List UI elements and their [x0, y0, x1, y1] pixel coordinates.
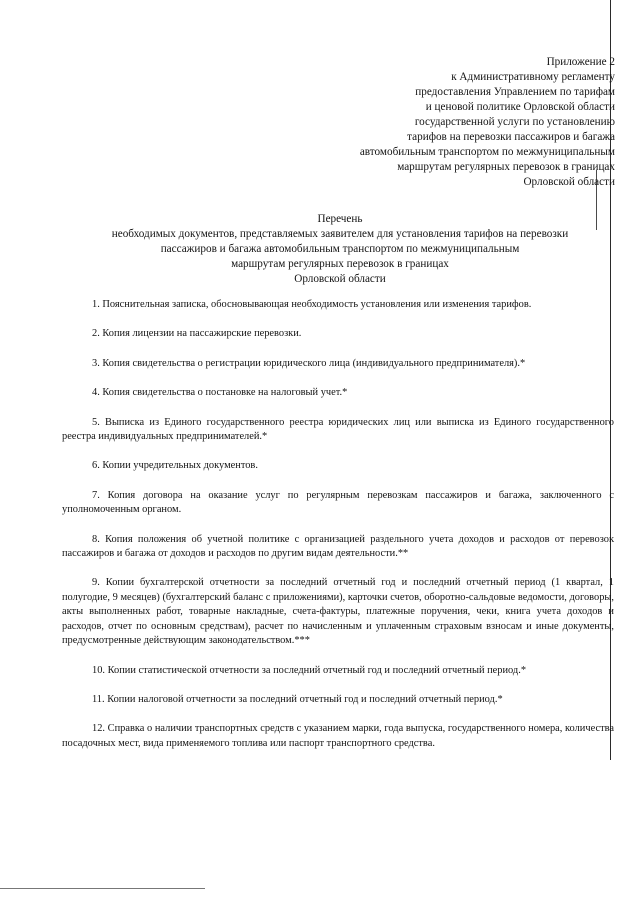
header-line: к Административному регламенту — [451, 71, 615, 83]
header-line: и ценовой политике Орловской области — [425, 101, 615, 113]
document-title — [60, 212, 620, 287]
title-line: Перечень — [317, 213, 363, 225]
list-item: 10. Копии статистической отчетности за последний отчетный год и последний отчетный период.* — [92, 664, 527, 676]
header-line: государственной услуги по установлению — [414, 116, 615, 128]
title-line: пассажиров и багажа автомобильным транспортом по межмуниципальным — [160, 243, 520, 255]
title-line: Орловской области — [294, 273, 386, 285]
list-item: 5. Выписка из Единого государственного реестра юридических лиц или выписка из Единого государственного реестра индивидуальных предпринимателей.* — [62, 416, 614, 443]
list-item: 2. Копия лицензии на пассажирские перевозки. — [92, 328, 302, 340]
footnote-divider — [0, 888, 205, 889]
list-item: 3. Копия свидетельства о регистрации юридического лица (индивидуального предпринимателя).* — [92, 357, 526, 369]
list-item: 4. Копия свидетельства о постановке на налоговый учет.* — [92, 387, 348, 399]
list-item: 7. Копия договора на оказание услуг по регулярным перевозкам пассажиров и багажа, заключенного с уполномоченным органом. — [62, 489, 614, 516]
header-line: предоставления Управлением по тарифам — [415, 86, 615, 98]
list-item: 1. Пояснительная записка, обосновывающая необходимость установления или изменения тарифов. — [92, 299, 532, 310]
list-item: 11. Копии налоговой отчетности за последний отчетный год и последний отчетный период.* — [92, 693, 503, 705]
list-item: 12. Справка о наличии транспортных средств с указанием марки, года выпуска, государственного номера, количества посадочных мест, вида применяемого топлива или паспорт транспортного средства. — [62, 723, 614, 749]
appendix-header — [285, 55, 615, 190]
list-item: 9. Копии бухгалтерской отчетности за последний отчетный год и последний отчетный период (1 квартал, 1 полугодие, 9 месяцев) (бухгалтерский баланс с приложениями), карточки счетов, оборотно-сальдовые ведомости, договоры, акты выполненных работ, товарные накладные, счета-фактуры, платежные поручения, чеки, книга учета доходов и расходов, отчет по основным средствам), расчет по начисленным и уплаченным страховым взносам и иные документы, предусмотренные действующим законодательством.*** — [62, 577, 614, 647]
title-line: маршрутам регулярных перевозок в границах — [231, 258, 449, 270]
document-list — [62, 298, 614, 766]
list-item: 8. Копия положения об учетной политике с организацией раздельного учета доходов и расходов от перевозок пассажиров и багажа от доходов и расходов по другим видам деятельности.** — [62, 533, 614, 560]
header-line: тарифов на перевозки пассажиров и багажа — [407, 131, 615, 143]
header-line: Приложение 2 — [546, 56, 615, 68]
header-line: автомобильным транспортом по межмуниципальным — [359, 146, 615, 158]
header-line: маршрутам регулярных перевозок в границах — [397, 161, 615, 173]
header-line: Орловской области — [523, 176, 615, 188]
title-line: необходимых документов, представляемых заявителем для установления тарифов на перевозки — [111, 228, 569, 240]
list-item: 6. Копии учредительных документов. — [92, 460, 258, 472]
